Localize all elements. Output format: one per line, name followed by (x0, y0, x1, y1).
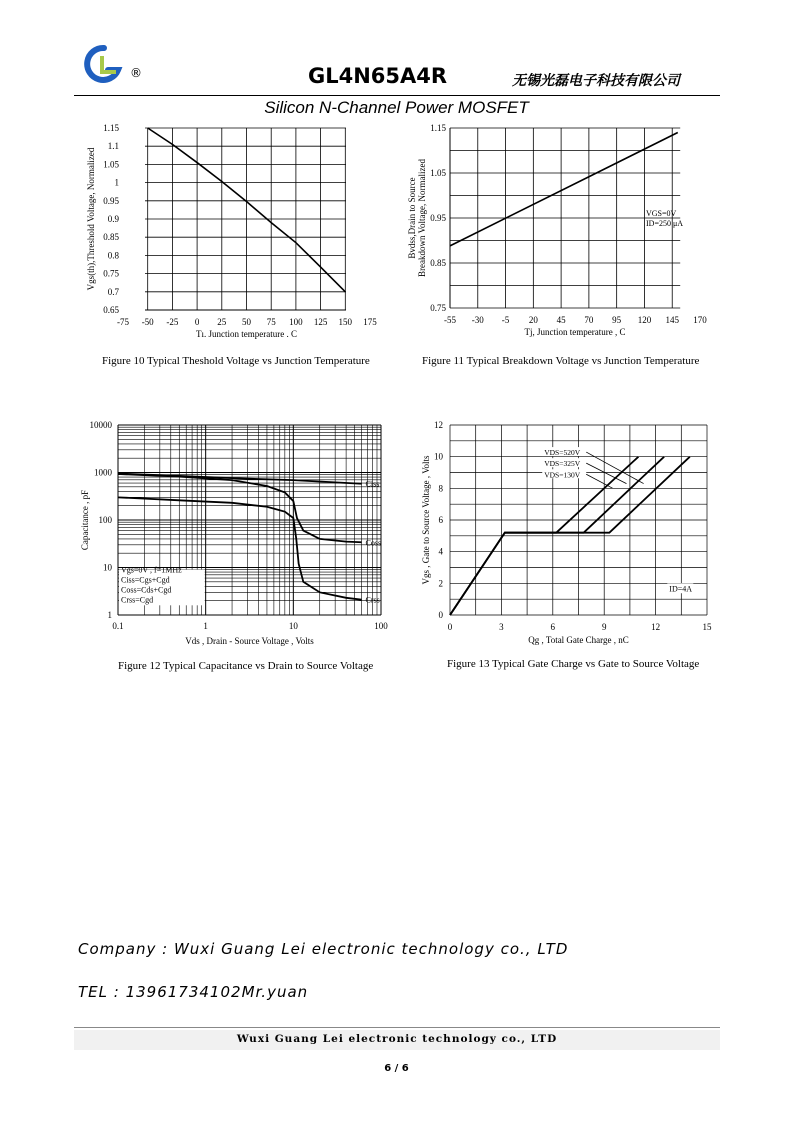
x-tick-label: 95 (612, 315, 622, 325)
x-tick-label: 25 (217, 317, 227, 327)
footer-band: Wuxi Guang Lei electronic technology co., LTD (74, 1030, 720, 1050)
y-tick-label: 2 (438, 578, 443, 589)
current-annotation: ID=4A (669, 584, 693, 594)
y-tick-label: 1.1 (107, 141, 119, 152)
company-logo (80, 42, 128, 84)
y-tick-label: 10000 (89, 420, 112, 430)
y-axis-label-line1: Bvdss,Drain to Source (407, 177, 417, 259)
y-tick-label: 0.7 (107, 286, 119, 297)
x-tick-label: 1 (203, 621, 208, 631)
vds-label: VDS=325V (544, 459, 581, 469)
x-tick-label: -25 (166, 317, 179, 327)
x-tick-label: 150 (338, 317, 353, 327)
y-tick-label: 0.85 (103, 232, 119, 243)
y-tick-label: 1 (114, 177, 119, 188)
label-arrow (586, 474, 613, 488)
x-tick-label: 120 (637, 315, 652, 325)
breakdown-line (450, 133, 678, 246)
y-tick-label: 10 (103, 562, 112, 573)
x-tick-label: 100 (289, 317, 303, 327)
y-tick-label: 12 (434, 420, 443, 430)
x-tick-label: 170 (693, 315, 707, 325)
series-label-crss: Crss (365, 595, 380, 605)
y-tick-label: 10 (434, 451, 443, 462)
y-tick-label: 0.95 (430, 213, 446, 223)
x-tick-label: 175 (363, 317, 377, 327)
y-tick-label: 0.65 (103, 305, 119, 315)
condition-vgs: VGS=0V (646, 208, 677, 218)
header-rule (74, 95, 720, 96)
page-number: 6 / 6 (384, 1063, 409, 1074)
legend-entry: Ciss=Cgs+Cgd (121, 575, 170, 585)
part-number: GL4N65A4R (308, 64, 448, 88)
y-tick-label: 4 (438, 546, 443, 557)
x-tick-label: 100 (374, 621, 388, 631)
y-axis-label: Capacitance , pF (80, 489, 90, 551)
x-tick-label: 75 (266, 317, 276, 327)
x-tick-label: -55 (444, 315, 456, 325)
x-tick-label: 125 (313, 317, 328, 327)
vds-label: VDS=130V (544, 470, 581, 480)
y-tick-label: 1.05 (430, 168, 446, 178)
legend-entry: Coss=Cds+Cgd (121, 585, 172, 595)
y-tick-label: 1.05 (103, 159, 119, 170)
y-tick-label: 1.15 (430, 123, 446, 133)
x-tick-label: -50 (141, 317, 154, 327)
x-tick-label: -30 (471, 315, 484, 325)
x-axis-label: Tı. Junction temperature . C (196, 329, 297, 339)
legend-entry: Vgs=0V , f=1MHz (121, 565, 182, 575)
footer-tel: TEL : 13961734102Mr.yuan (78, 983, 309, 1001)
x-tick-label: 50 (242, 317, 251, 327)
figure-12-caption: Figure 12 Typical Capacitance vs Drain to Source Voltage (118, 660, 374, 672)
y-axis-label-line2: Breakdown Voltage, Normalized (417, 159, 427, 277)
condition-id: ID=250 μA (646, 218, 684, 228)
x-tick-label: -5 (501, 315, 510, 325)
y-tick-label: 8 (438, 483, 443, 494)
vds-label: VDS=520V (544, 448, 581, 458)
y-tick-label: 1.15 (103, 123, 119, 133)
capacitance-chart (78, 415, 398, 655)
x-axis-label: Vds , Drain - Source Voltage , Volts (185, 636, 314, 646)
gate-charge-chart (415, 415, 720, 655)
y-tick-label: 0.95 (103, 195, 119, 206)
y-axis-label: Vgs , Gate to Source Voltage , Volts (421, 455, 431, 585)
x-tick-label: 0.1 (112, 621, 124, 631)
footer-rule (74, 1027, 720, 1028)
x-tick-label: 45 (556, 315, 566, 325)
y-tick-label: 100 (98, 515, 112, 525)
figure-10-caption: Figure 10 Typical Theshold Voltage vs Junction Temperature (102, 355, 370, 367)
x-tick-label: 15 (702, 622, 712, 632)
x-tick-label: 12 (651, 622, 661, 632)
y-tick-label: 0 (438, 610, 443, 620)
y-tick-label: 1000 (94, 467, 112, 478)
y-tick-label: 0.9 (107, 214, 119, 224)
x-tick-label: 0 (447, 622, 453, 632)
registered-mark: ® (130, 66, 142, 80)
footer-company: Company : Wuxi Guang Lei electronic technology co., LTD (78, 940, 569, 958)
y-tick-label: 0.75 (103, 268, 119, 279)
breakdown-voltage-chart (405, 120, 720, 345)
x-tick-label: 10 (288, 621, 298, 631)
series-label-coss: Coss (365, 538, 382, 548)
x-tick-label: 20 (528, 315, 538, 325)
x-tick-label: 0 (194, 317, 200, 327)
y-tick-label: 0.75 (430, 303, 446, 313)
y-tick-label: 0.8 (107, 250, 119, 261)
y-tick-label: 0.85 (430, 258, 446, 268)
y-tick-label: 6 (438, 515, 443, 525)
x-tick-label: 6 (550, 622, 556, 632)
page-subtitle: Silicon N-Channel Power MOSFET (264, 98, 529, 117)
x-tick-label: -75 (117, 317, 129, 327)
x-tick-label: 3 (499, 622, 504, 632)
x-axis-label: Qg , Total Gate Charge , nC (528, 635, 629, 645)
legend-entry: Crss=Cgd (121, 595, 154, 605)
figure-13-caption: Figure 13 Typical Gate Charge vs Gate to Source Voltage (447, 658, 700, 670)
x-tick-label: 145 (665, 315, 679, 325)
y-axis-label: Vgs(th),Threshold Voltage, Normalized (86, 147, 96, 291)
x-axis-label: Tj, Junction temperature , C (524, 327, 626, 337)
series-coss (118, 474, 362, 542)
threshold-voltage-chart (78, 120, 388, 345)
company-name-cn: 无锡光磊电子科技有限公司 (512, 73, 680, 89)
x-tick-label: 70 (584, 315, 594, 325)
figure-11-caption: Figure 11 Typical Breakdown Voltage vs Junction Temperature (422, 355, 700, 367)
y-tick-label: 1 (107, 610, 112, 620)
x-tick-label: 9 (601, 622, 607, 632)
series-label-ciss: Ciss (365, 479, 380, 489)
